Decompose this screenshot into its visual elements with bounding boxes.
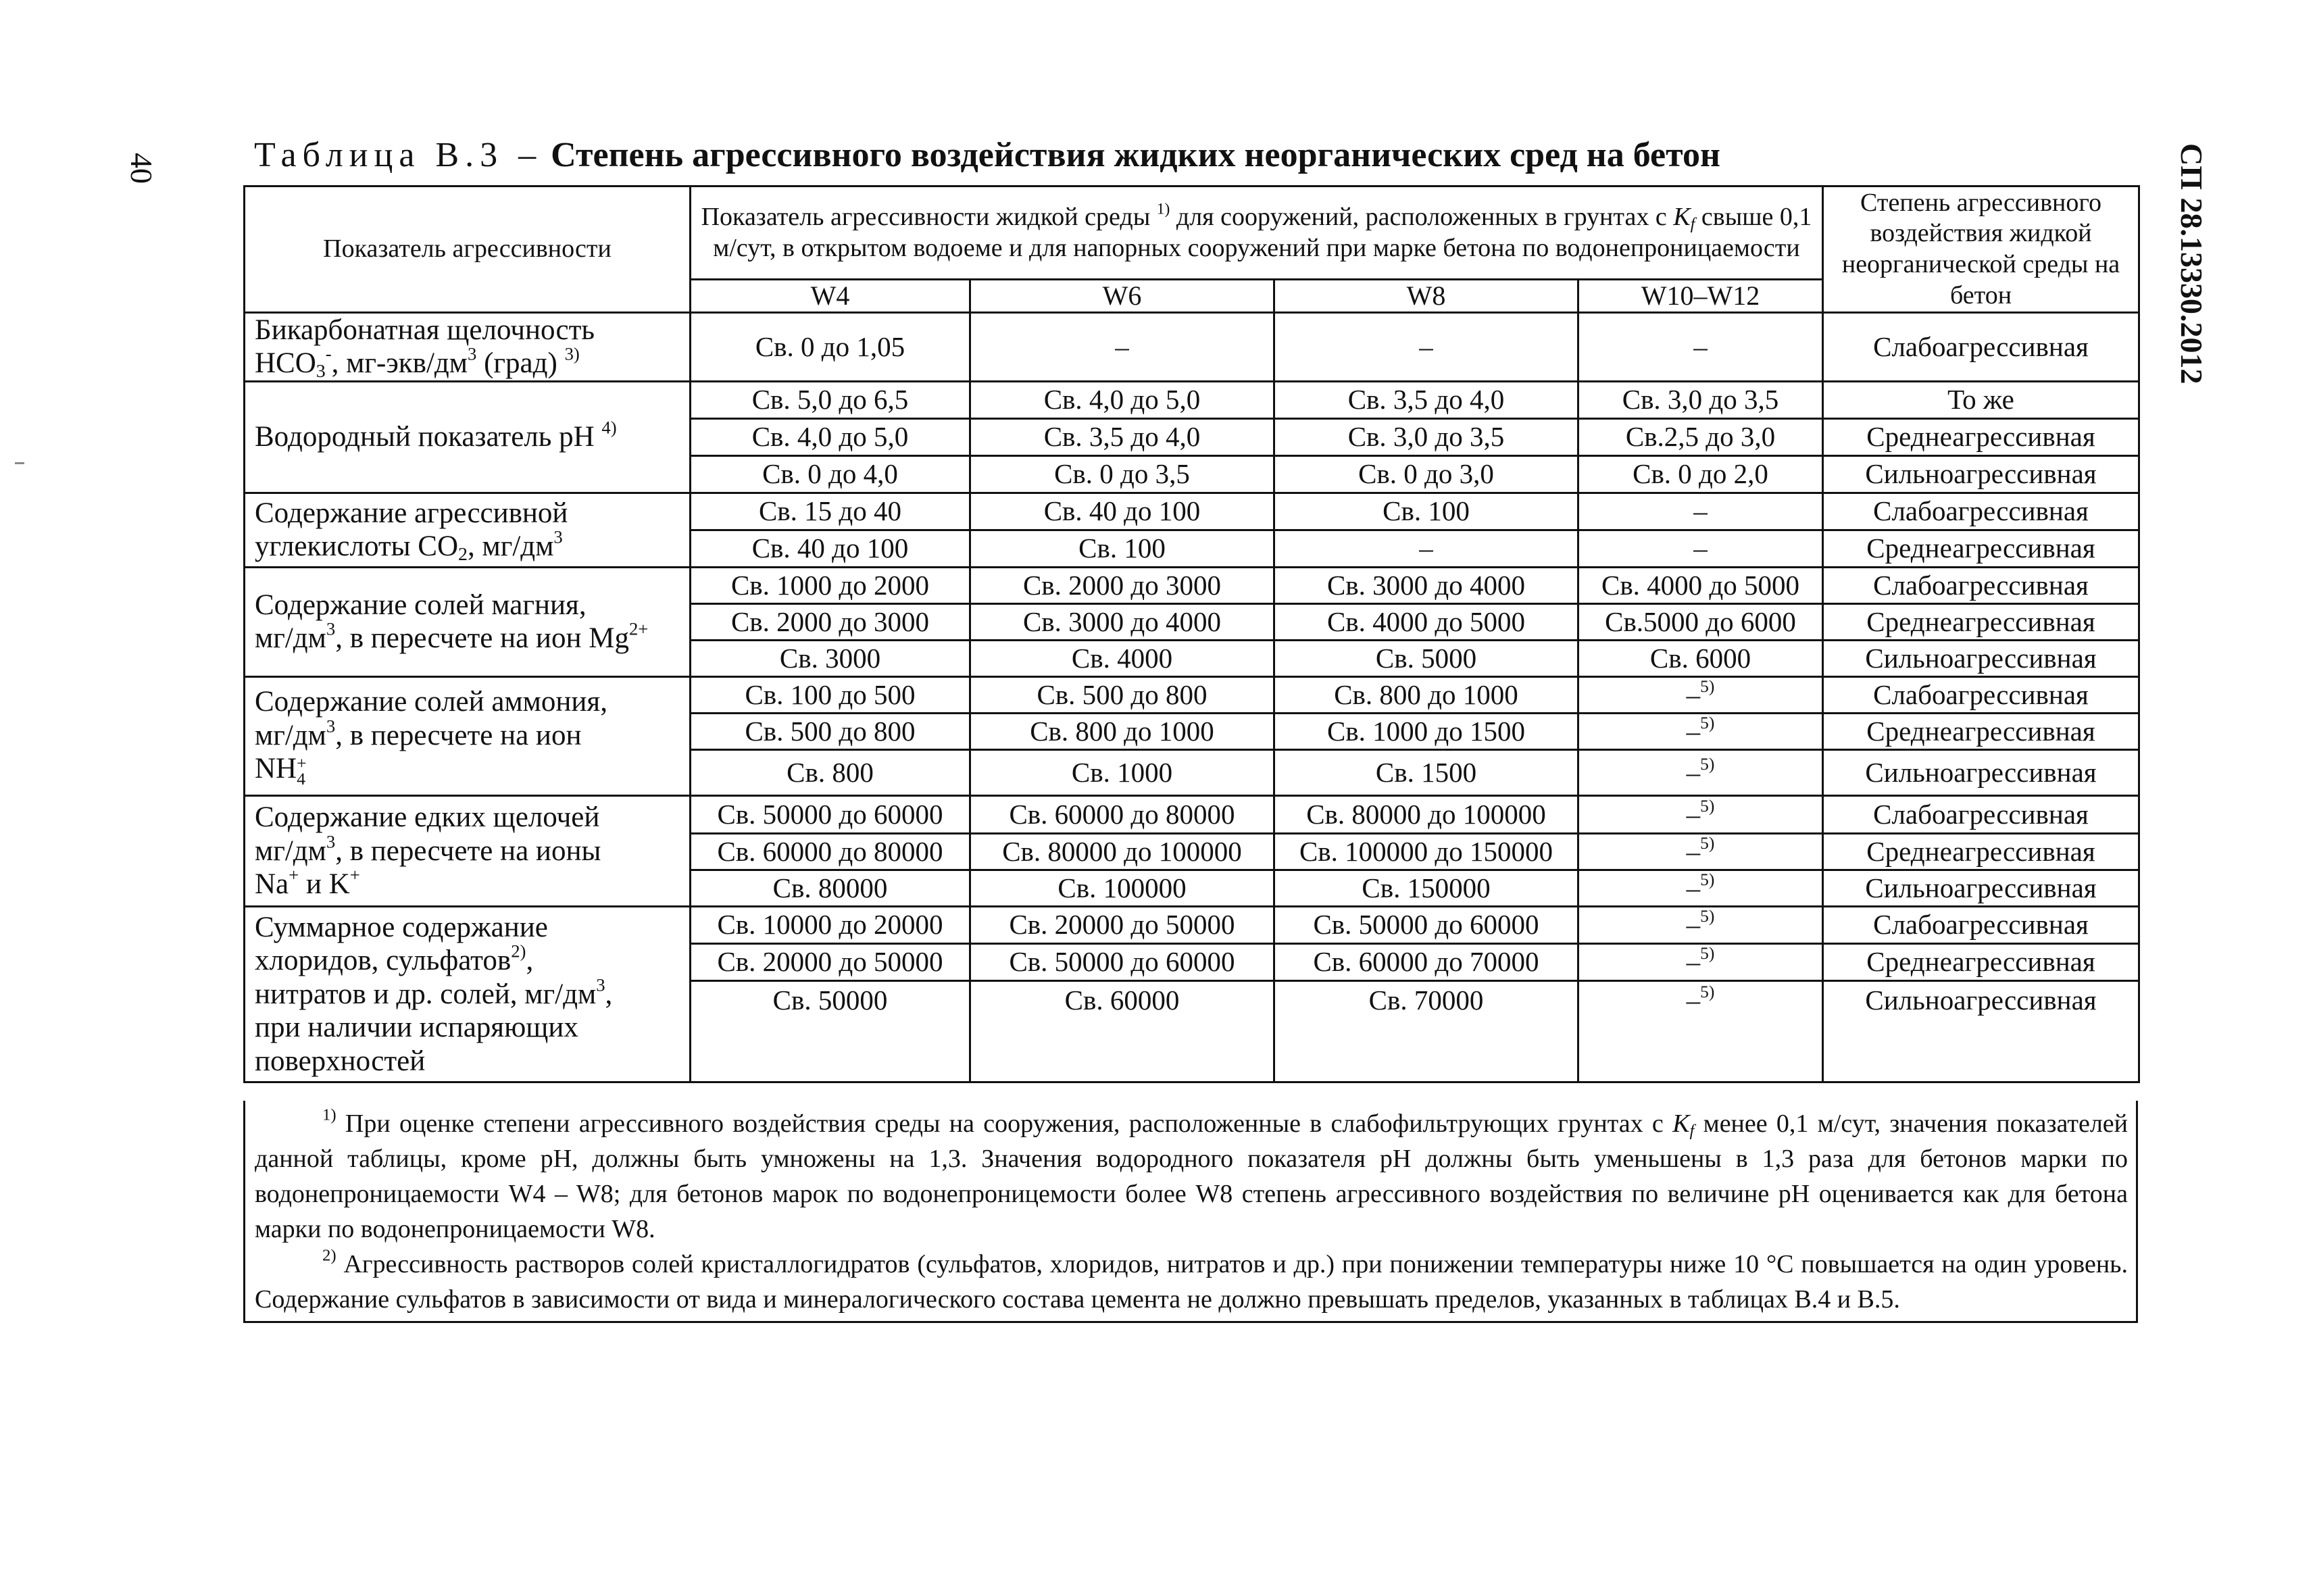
cell-w8: Св. 5000 <box>1274 640 1578 676</box>
table-row <box>245 795 2139 833</box>
cell-w8: Св. 150000 <box>1274 870 1578 906</box>
table-notes <box>243 1101 2138 1323</box>
cell-degree: Сильноагрессивная <box>1823 455 2139 493</box>
cell-w10: –$^{5)}$ <box>1578 980 1823 1082</box>
cell-degree: То же <box>1823 381 2139 418</box>
header-degree-cell: Степень агрессивного воздействия жидкой неорганической среды на бетон <box>1823 186 2139 313</box>
grade-w6: W6 <box>970 280 1274 313</box>
cell-w8: Св. 60000 до 70000 <box>1274 943 1578 980</box>
grade-w10-w12: W10–W12 <box>1578 280 1823 313</box>
cell-w10: –$^{5)}$ <box>1578 870 1823 906</box>
cell-w4: Св. 100 до 500 <box>691 676 970 713</box>
cell-w10: Св. 3,0 до 3,5 <box>1578 381 1823 418</box>
cell-w4: Св. 2000 до 3000 <box>691 603 970 640</box>
cell-w8: Св. 3000 до 4000 <box>1274 567 1578 603</box>
header-row <box>245 186 2139 280</box>
cell-w4: Св. 50000 до 60000 <box>691 795 970 833</box>
cell-w8: Св. 50000 до 60000 <box>1274 906 1578 943</box>
cell-w4: Св. 50000 <box>691 980 970 1082</box>
param-alkali: Содержание едких щелочей $мг/дм^3$, в пересчете на ионы Na+ и K+ <box>245 795 691 906</box>
cell-degree: Среднеагрессивная <box>1823 530 2139 567</box>
cell-w4: Св. 15 до 40 <box>691 493 970 530</box>
cell-w4: Св. 60000 до 80000 <box>691 833 970 870</box>
caption-title: Степень агрессивного воздействия жидких неорганических сред на бетон <box>551 136 1720 174</box>
cell-w4: Св. 5,0 до 6,5 <box>691 381 970 418</box>
cell-w8: Св. 800 до 1000 <box>1274 676 1578 713</box>
table-row <box>245 313 2139 382</box>
cell-w8: Св. 1500 <box>1274 749 1578 795</box>
table-row <box>245 493 2139 530</box>
cell-w10: –$^{5)}$ <box>1578 943 1823 980</box>
grade-w8: W8 <box>1274 280 1578 313</box>
cell-w6: Св. 50000 до 60000 <box>970 943 1274 980</box>
cell-w6: Св. 4,0 до 5,0 <box>970 381 1274 418</box>
cell-w10: Св.5000 до 6000 <box>1578 603 1823 640</box>
cell-w4: Св. 4,0 до 5,0 <box>691 418 970 455</box>
cell-degree: Слабоагрессивная <box>1823 676 2139 713</box>
cell-degree: Слабоагрессивная <box>1823 493 2139 530</box>
cell-w10: –$^{5)}$ <box>1578 833 1823 870</box>
cell-w4: Св. 0 до 1,05 <box>691 313 970 382</box>
cell-w4: Св. 500 до 800 <box>691 713 970 749</box>
cell-degree: Среднеагрессивная <box>1823 418 2139 455</box>
param-ph: Водородный показатель рН $^{4)}$ <box>245 381 691 493</box>
cell-w10: –$^{5)}$ <box>1578 906 1823 943</box>
cell-w4: Св. 40 до 100 <box>691 530 970 567</box>
cell-w6: Св. 80000 до 100000 <box>970 833 1274 870</box>
cell-w8: Св. 1000 до 1500 <box>1274 713 1578 749</box>
table-row <box>245 906 2139 943</box>
cell-degree: Сильноагрессивная <box>1823 980 2139 1082</box>
cell-w8: Св. 4000 до 5000 <box>1274 603 1578 640</box>
cell-w10: Св. 0 до 2,0 <box>1578 455 1823 493</box>
cell-w6: Св. 500 до 800 <box>970 676 1274 713</box>
cell-degree: Сильноагрессивная <box>1823 640 2139 676</box>
cell-w10: –$^{5)}$ <box>1578 749 1823 795</box>
cell-w8: Св. 100 <box>1274 493 1578 530</box>
cell-w6: Св. 0 до 3,5 <box>970 455 1274 493</box>
cell-w6: Св. 40 до 100 <box>970 493 1274 530</box>
cell-w6: Св. 60000 до 80000 <box>970 795 1274 833</box>
cell-w4: Св. 10000 до 20000 <box>691 906 970 943</box>
cell-w6: Св. 4000 <box>970 640 1274 676</box>
cell-w4: Св. 0 до 4,0 <box>691 455 970 493</box>
cell-w6: Св. 3,5 до 4,0 <box>970 418 1274 455</box>
cell-w6: – <box>970 313 1274 382</box>
param-magnesium: Содержание солей магния, $мг/дм^3$, в пересчете на ион $Mg^{2+}$ <box>245 567 691 676</box>
grade-w4: W4 <box>691 280 970 313</box>
table-row <box>245 676 2139 713</box>
cell-w4: Св. 3000 <box>691 640 970 676</box>
header-param-cell: Показатель агрессивности <box>245 186 691 313</box>
param-ammonium: Содержание солей аммония, $мг/дм^3$, в пересчете на ион NH+ 4 <box>245 676 691 795</box>
cell-w8: Св. 70000 <box>1274 980 1578 1082</box>
cell-degree: Сильноагрессивная <box>1823 749 2139 795</box>
cell-w6: Св. 60000 <box>970 980 1274 1082</box>
caption-label: Таблица В.3 – <box>254 136 543 174</box>
cell-w10: – <box>1578 313 1823 382</box>
cell-degree: Среднеагрессивная <box>1823 943 2139 980</box>
cell-w10: – <box>1578 493 1823 530</box>
page-number: 40 <box>124 153 159 184</box>
cell-w10: –$^{5)}$ <box>1578 795 1823 833</box>
cell-degree: Слабоагрессивная <box>1823 567 2139 603</box>
cell-w10: Св. 6000 <box>1578 640 1823 676</box>
param-total-salts: Суммарное содержание хлоридов, сульфатов$^{2)}$, нитратов и др. солей, $мг/дм^3$, при наличии испаряющих поверхностей <box>245 906 691 1082</box>
param-bicarbonate: Бикарбонатная щелочность $НСО_3^-$, $мг-экв/дм^3$ (град) $^{3)}$ <box>245 313 691 382</box>
cell-w4: Св. 800 <box>691 749 970 795</box>
cell-w4: Св. 80000 <box>691 870 970 906</box>
margin-mark <box>15 462 24 464</box>
cell-w4: Св. 1000 до 2000 <box>691 567 970 603</box>
cell-degree: Среднеагрессивная <box>1823 603 2139 640</box>
table-row <box>245 567 2139 603</box>
header-main-cell: Показатель агрессивности жидкой среды $^{1)}$ для сооружений, расположенных в грунтах с $K_f$ свыше 0,1 м/сут, в открытом водоеме и для напорных сооружений при марке бетона по водонепроницаемости <box>691 186 1823 280</box>
cell-w10: –$^{5)}$ <box>1578 676 1823 713</box>
cell-w6: Св. 3000 до 4000 <box>970 603 1274 640</box>
cell-w10: Св.2,5 до 3,0 <box>1578 418 1823 455</box>
aggressiveness-table <box>243 185 2140 1083</box>
cell-degree: Среднеагрессивная <box>1823 833 2139 870</box>
cell-w10: – <box>1578 530 1823 567</box>
cell-w8: – <box>1274 313 1578 382</box>
cell-w8: – <box>1274 530 1578 567</box>
table-row <box>245 381 2139 418</box>
cell-w8: Св. 0 до 3,0 <box>1274 455 1578 493</box>
cell-w8: Св. 3,0 до 3,5 <box>1274 418 1578 455</box>
cell-degree: Сильноагрессивная <box>1823 870 2139 906</box>
cell-degree: Слабоагрессивная <box>1823 906 2139 943</box>
note-2: $^{2)}$ Агрессивность растворов солей кристаллогидратов (сульфатов, хлоридов, нитратов и др.) при понижении температуры ниже 10 °С повышается на один уровень. Содержание сульфатов в зависимости от вида и минералогического состава цемента не должно превышать пределов, указанных в таблицах В.4 и В.5. <box>255 1246 2128 1314</box>
cell-w10: Св. 4000 до 5000 <box>1578 567 1823 603</box>
cell-degree: Слабоагрессивная <box>1823 313 2139 382</box>
cell-degree: Среднеагрессивная <box>1823 713 2139 749</box>
param-co2: Содержание агрессивной углекислоты $СО_2$, $мг/дм^3$ <box>245 493 691 567</box>
cell-w6: Св. 800 до 1000 <box>970 713 1274 749</box>
cell-w8: Св. 100000 до 150000 <box>1274 833 1578 870</box>
cell-w6: Св. 100000 <box>970 870 1274 906</box>
cell-w6: Св. 2000 до 3000 <box>970 567 1274 603</box>
cell-degree: Слабоагрессивная <box>1823 795 2139 833</box>
cell-w8: Св. 3,5 до 4,0 <box>1274 381 1578 418</box>
cell-w6: Св. 20000 до 50000 <box>970 906 1274 943</box>
cell-w10: –$^{5)}$ <box>1578 713 1823 749</box>
cell-w8: Св. 80000 до 100000 <box>1274 795 1578 833</box>
document-code: СП 28.13330.2012 <box>2174 143 2209 384</box>
cell-w6: Св. 1000 <box>970 749 1274 795</box>
cell-w6: Св. 100 <box>970 530 1274 567</box>
note-1: $^{1)}$ При оценке степени агрессивного воздействия среды на сооружения, расположенные в слабофильтрующих грунтах с $K_f$ менее 0,1 м/сут, значения показателей данной таблицы, кроме рН, должны быть умножены на 1,3. Значения водородного показателя рН должны быть уменьшены в 1,3 раза для бетонов марки по водонепроницаемости W4 – W8; для бетонов марок по водонепроницемости более W8 степень агрессивного воздействия по величине рН оценивается как для бетона марки по водонепроницаемости W8. <box>255 1105 2129 1244</box>
cell-w4: Св. 20000 до 50000 <box>691 943 970 980</box>
table-caption <box>254 135 1720 175</box>
